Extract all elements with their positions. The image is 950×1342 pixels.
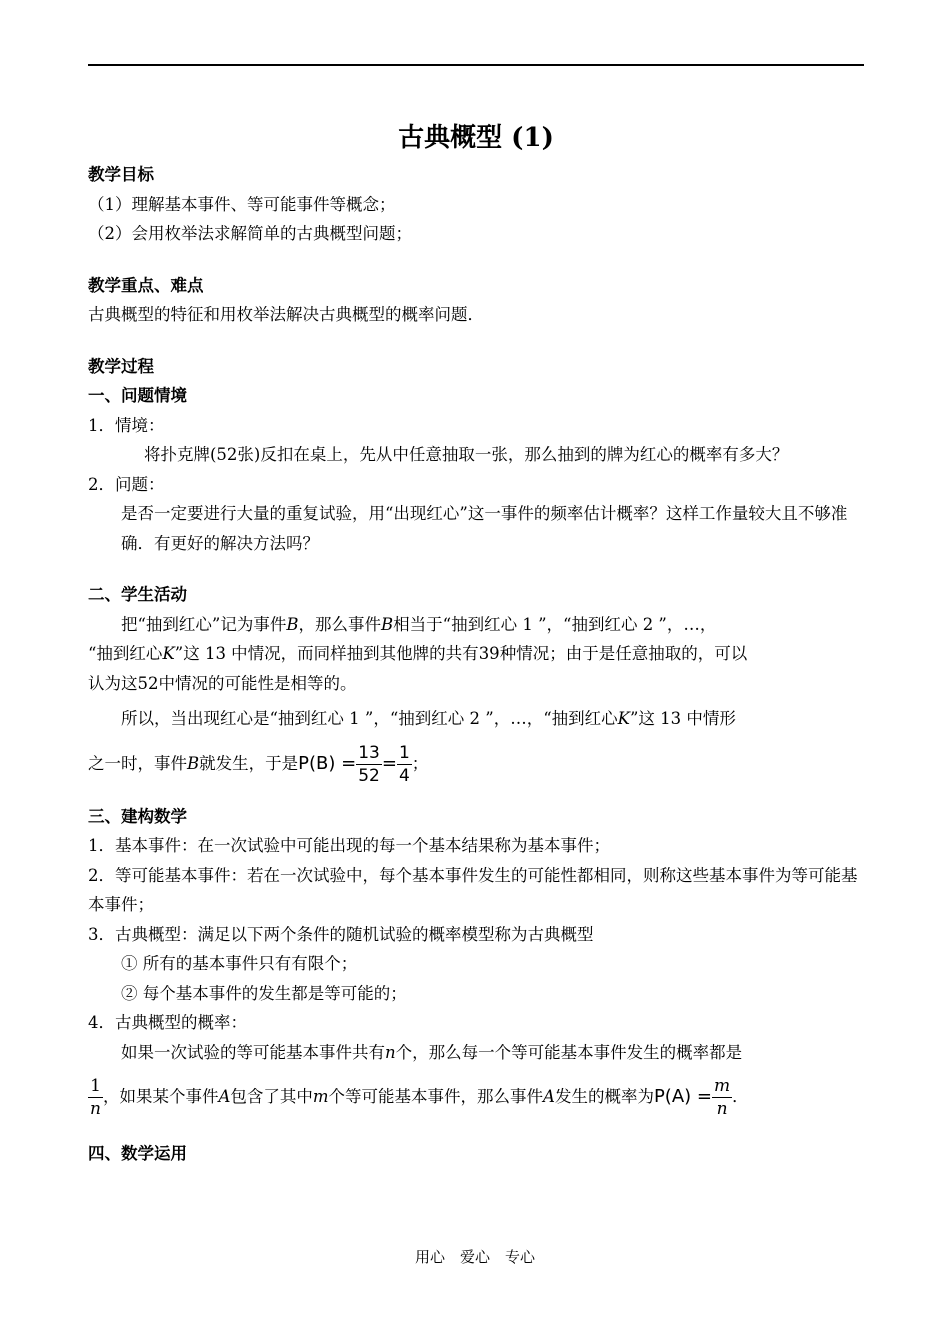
fraction-1-4: $\frac{1}{4}$ — [398, 742, 410, 786]
fraction-m-n: $\frac{m}{n}$ — [713, 1076, 731, 1119]
situation-text: 将扑克牌(52张)反扣在桌上，先从中任意抽取一张，那么抽到的牌为红心的概率有多大？ — [144, 445, 789, 464]
question-label: 2．问题： — [88, 474, 165, 494]
probability-expression: P(A) = — [653, 1086, 712, 1107]
key-points-text: 古典概型的特征和用枚举法解决古典概型的概率问题． — [88, 305, 484, 324]
question-text: 是否一定要进行大量的重复试验，用“出现红心”这一事件的频率估计概率？这样工作量较大且不够准确．有更好的解决方法吗？ — [121, 504, 848, 553]
variable-b: B — [381, 614, 394, 634]
situation-label: 1．情境： — [88, 415, 165, 435]
section-heading-process: 教学过程 — [88, 356, 154, 376]
fraction-1-n: $\frac{1}{n}$ — [90, 1076, 101, 1119]
variable-b: B — [187, 753, 200, 773]
subsection-heading-situation: 一、问题情境 — [88, 386, 187, 405]
subsection-heading-construct: 三、建构数学 — [88, 806, 187, 826]
variable-b: B — [286, 614, 299, 634]
condition-item: ① 所有的基本事件只有有限个； — [121, 954, 358, 973]
activity-paragraph-line: 把“抽到红心”记为事件B，那么事件B相当于“抽到红心 1 ”，“抽到红心 2 ”，…， — [121, 614, 717, 634]
section-heading-key-points: 教学重点、难点 — [88, 275, 204, 295]
probability-expression: P(B) = — [298, 752, 357, 774]
document-body — [88, 118, 864, 1169]
variable-a: A — [218, 1087, 231, 1106]
definition-item: 3．古典概型：满足以下两个条件的随机试验的概率模型称为古典概型 — [88, 924, 594, 944]
subsection-heading-application: 四、数学运用 — [88, 1144, 187, 1163]
condition-item: ② 每个基本事件的发生都是等可能的； — [121, 983, 407, 1003]
activity-formula-line: 之一时，事件B就发生，于是P(B) = $\frac{13}{52}$ = $\frac{1}{4}$ ； — [88, 742, 429, 786]
activity-paragraph-line: “抽到红心K”这 13 中情况，而同样抽到其他牌的共有39种情况；由于是任意抽取的，可以 — [88, 644, 748, 663]
variable-k: K — [617, 709, 630, 728]
variable-a: A — [543, 1087, 555, 1106]
number-39: 39 — [478, 644, 500, 663]
objective-item: （2）会用枚举法求解简单的古典概型问题； — [88, 224, 412, 243]
variable-k: K — [162, 644, 175, 663]
fraction-13-52: $\frac{13}{52}$ — [358, 742, 380, 786]
header-rule — [88, 64, 864, 66]
probability-formula-line: $\frac{1}{n}$ ，如果某个事件A包含了其中m个等可能基本事件，那么事件A发生的概率为P(A) = $\frac{m}{n}$ ． — [90, 1076, 749, 1119]
definition-item: 1．基本事件：在一次试验中可能出现的每一个基本结果称为基本事件； — [88, 836, 610, 855]
objective-item: （1）理解基本事件、等可能事件等概念； — [88, 194, 396, 214]
section-heading-objectives: 教学目标 — [88, 165, 154, 184]
activity-paragraph-line: 认为这52中情况的可能性是相等的。 — [88, 673, 357, 693]
page-footer: 用心 爱心 专心 — [414, 1248, 535, 1266]
document-title: 古典概型 (1) — [398, 123, 554, 153]
activity-paragraph-line: 所以，当出现红心是“抽到红心 1 ”，“抽到红心 2 ”，…，“抽到红心K”这 13 中情形 — [121, 709, 736, 728]
definition-item: 2．等可能基本事件：若在一次试验中，每个基本事件发生的可能性都相同，则称这些基本事件为等可能基本事件； — [88, 865, 858, 914]
probability-text-line: 如果一次试验的等可能基本事件共有n个，那么每一个等可能基本事件发生的概率都是 — [121, 1042, 743, 1062]
number-52: 52 — [137, 673, 159, 693]
subsection-heading-student-activity: 二、学生活动 — [88, 585, 187, 604]
variable-m: m — [312, 1087, 329, 1106]
variable-n: n — [385, 1042, 396, 1062]
definition-item: 4．古典概型的概率： — [88, 1013, 247, 1032]
